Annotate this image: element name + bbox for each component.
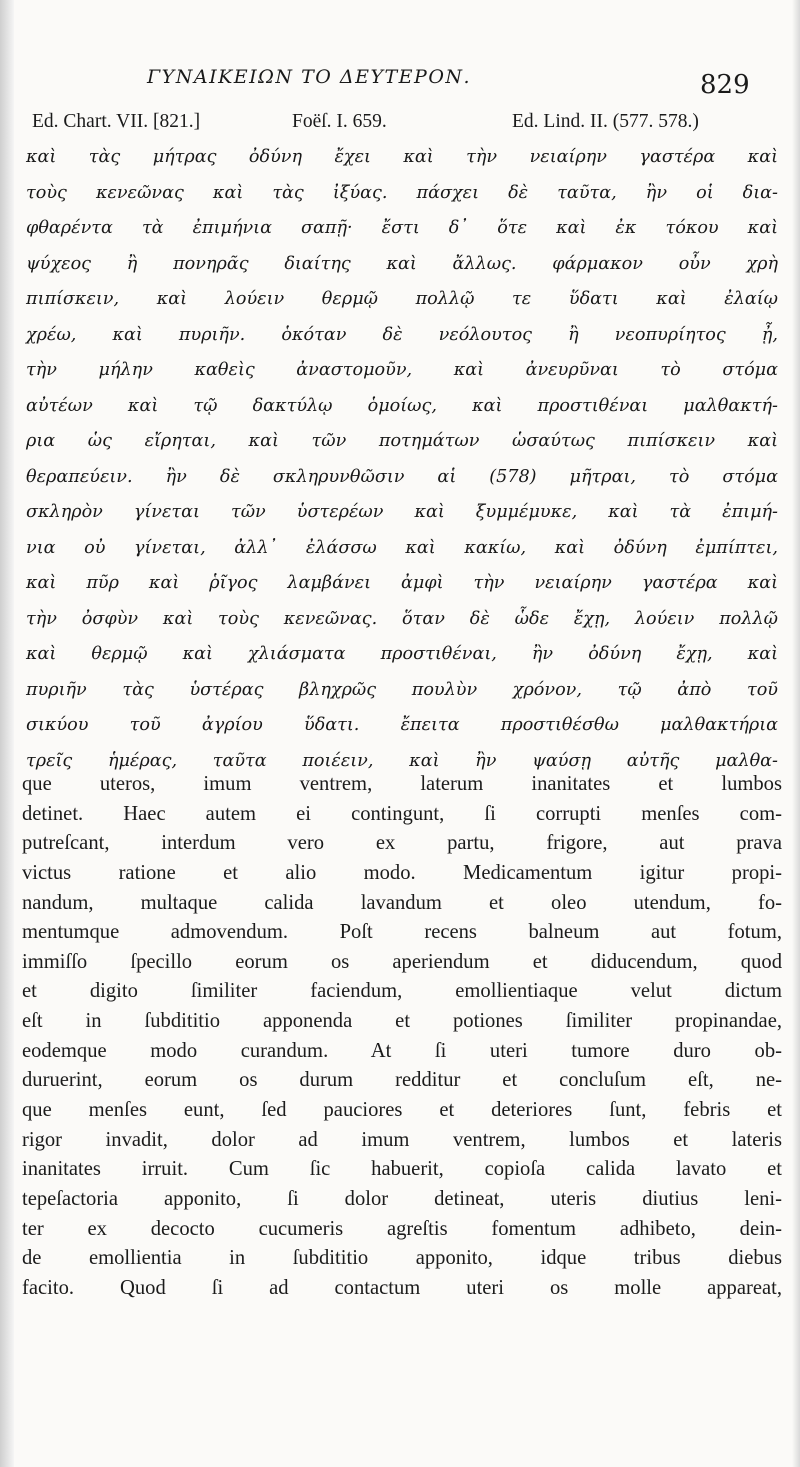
latin-text-line: de emollientia in ſubdititio apponito, idque tribus diebus: [22, 1247, 782, 1270]
running-title: ΓΥΝΑΙΚΕΙΩΝ ΤΟ ΔΕΥΤΕΡΟΝ.: [147, 66, 472, 88]
latin-text-line: que uteros, imum ventrem, laterum inanitates et lumbos: [22, 773, 782, 795]
greek-text-line: φθαρέντα τὰ ἐπιμήνια σαπῇ· ἔστι δ᾽ ὅτε καὶ ἐκ τόκου καὶ: [26, 218, 778, 238]
greek-text-line: νια οὐ γίνεται, ἀλλ᾽ ἐλάσσω καὶ κακίω, καὶ ὀδύνη ἐμπίπτει,: [26, 537, 778, 558]
latin-text-line: mentumque admovendum. Poſt recens balneum aut fotum,: [22, 921, 782, 944]
greek-text-block: [26, 140, 778, 779]
greek-text-line: τοὺς κενεῶνας καὶ τὰς ἰξύας. πάσχει δὲ ταῦτα, ἢν οἱ δια-: [26, 182, 778, 203]
greek-text-line: χρέω, καὶ πυριῆν. ὁκόταν δὲ νεόλουτος ἢ νεοπυρίητος ᾖ,: [26, 324, 778, 345]
latin-text-line: duruerint, eorum os durum redditur et concluſum eſt, ne-: [22, 1069, 782, 1092]
latin-text-line: detinet. Haec autem ei contingunt, ſi corrupti menſes com-: [22, 802, 782, 825]
page-left-shadow: [0, 0, 14, 1467]
edition-chartier: Ed. Chart. VII. [821.]: [32, 111, 201, 132]
greek-text-line: θεραπεύειν. ἢν δὲ σκληρυνθῶσιν αἱ (578) μῆτραι, τὸ στόμα: [26, 466, 778, 487]
page-right-shadow: [792, 0, 800, 1467]
latin-text-line: et digito ſimiliter faciendum, emollientiaque velut dictum: [22, 980, 782, 1003]
greek-text-line: τρεῖς ἡμέρας, ταῦτα ποιέειν, καὶ ἢν ψαύσῃ αὐτῆς μαλθα-: [26, 750, 778, 771]
latin-text-line: immiſſo ſpecillo eorum os aperiendum et diducendum, quod: [22, 950, 782, 973]
greek-text-line: πυριῆν τὰς ὑστέρας βληχρῶς πουλὺν χρόνον, τῷ ἀπὸ τοῦ: [26, 679, 778, 700]
greek-text-line: ψύχεος ἢ πονηρᾶς διαίτης καὶ ἄλλως. φάρμακον οὖν χρὴ: [26, 253, 778, 274]
latin-text-line: rigor invadit, dolor ad imum ventrem, lumbos et lateris: [22, 1128, 782, 1151]
edition-linden: Ed. Lind. II. (577. 578.): [512, 111, 699, 132]
greek-text-line: καὶ τὰς μήτρας ὀδύνη ἔχει καὶ τὴν νειαίρην γαστέρα καὶ: [26, 147, 778, 167]
greek-text-line: τὴν ὀσφὺν καὶ τοὺς κενεῶνας. ὅταν δὲ ὧδε ἔχῃ, λούειν πολλῷ: [26, 608, 778, 629]
latin-text-line: inanitates irruit. Cum ſic habuerit, copioſa calida lavato et: [22, 1158, 782, 1181]
latin-text-line: eſt in ſubdititio apponenda et potiones ſimiliter propinandae,: [22, 1010, 782, 1033]
edition-foes: Foëſ. I. 659.: [292, 111, 387, 132]
greek-text-line: σικύου τοῦ ἀγρίου ὕδατι. ἔπειτα προστιθέσθω μαλθακτήρια: [26, 715, 778, 735]
latin-text-line: facito. Quod ſi ad contactum uteri os molle appareat,: [22, 1276, 782, 1299]
latin-text-line: que menſes eunt, ſed pauciores et deteriores ſunt, febris et: [22, 1099, 782, 1122]
latin-text-line: nandum, multaque calida lavandum et oleo utendum, fo-: [22, 891, 782, 914]
greek-text-line: σκληρὸν γίνεται τῶν ὑστερέων καὶ ξυμμέμυκε, καὶ τὰ ἐπιμή-: [26, 502, 778, 522]
greek-text-line: καὶ θερμῷ καὶ χλιάσματα προστιθέναι, ἢν ὀδύνη ἔχῃ, καὶ: [26, 644, 778, 664]
latin-text-line: ter ex decocto cucumeris agreſtis fomentum adhibeto, dein-: [22, 1217, 782, 1240]
latin-text-line: putreſcant, interdum vero ex partu, frigore, aut prava: [22, 832, 782, 855]
latin-text-line: tepeſactoria apponito, ſi dolor detineat, uteris diutius leni-: [22, 1187, 782, 1210]
greek-text-line: αὐτέων καὶ τῷ δακτύλῳ ὁμοίως, καὶ προστιθέναι μαλθακτή-: [26, 395, 778, 416]
edition-references: [30, 105, 790, 139]
latin-text-line: eodemque modo curandum. At ſi uteri tumore duro ob-: [22, 1039, 782, 1062]
greek-text-line: πιπίσκειν, καὶ λούειν θερμῷ πολλῷ τε ὕδατι καὶ ἐλαίῳ: [26, 289, 778, 309]
greek-text-line: τὴν μήλην καθεὶς ἀναστομοῦν, καὶ ἀνευρῦναι τὸ στόμα: [26, 360, 778, 380]
page-number: 829: [700, 70, 750, 100]
latin-text-line: victus ratione et alio modo. Medicamentum igitur propi-: [22, 861, 782, 884]
greek-text-line: ρια ὡς εἴρηται, καὶ τῶν ποτημάτων ὡσαύτως πιπίσκειν καὶ: [26, 431, 778, 451]
running-head: [0, 62, 800, 102]
latin-text-block: [22, 770, 782, 1304]
greek-text-line: καὶ πῦρ καὶ ῥῖγος λαμβάνει ἀμφὶ τὴν νειαίρην γαστέρα καὶ: [26, 573, 778, 593]
